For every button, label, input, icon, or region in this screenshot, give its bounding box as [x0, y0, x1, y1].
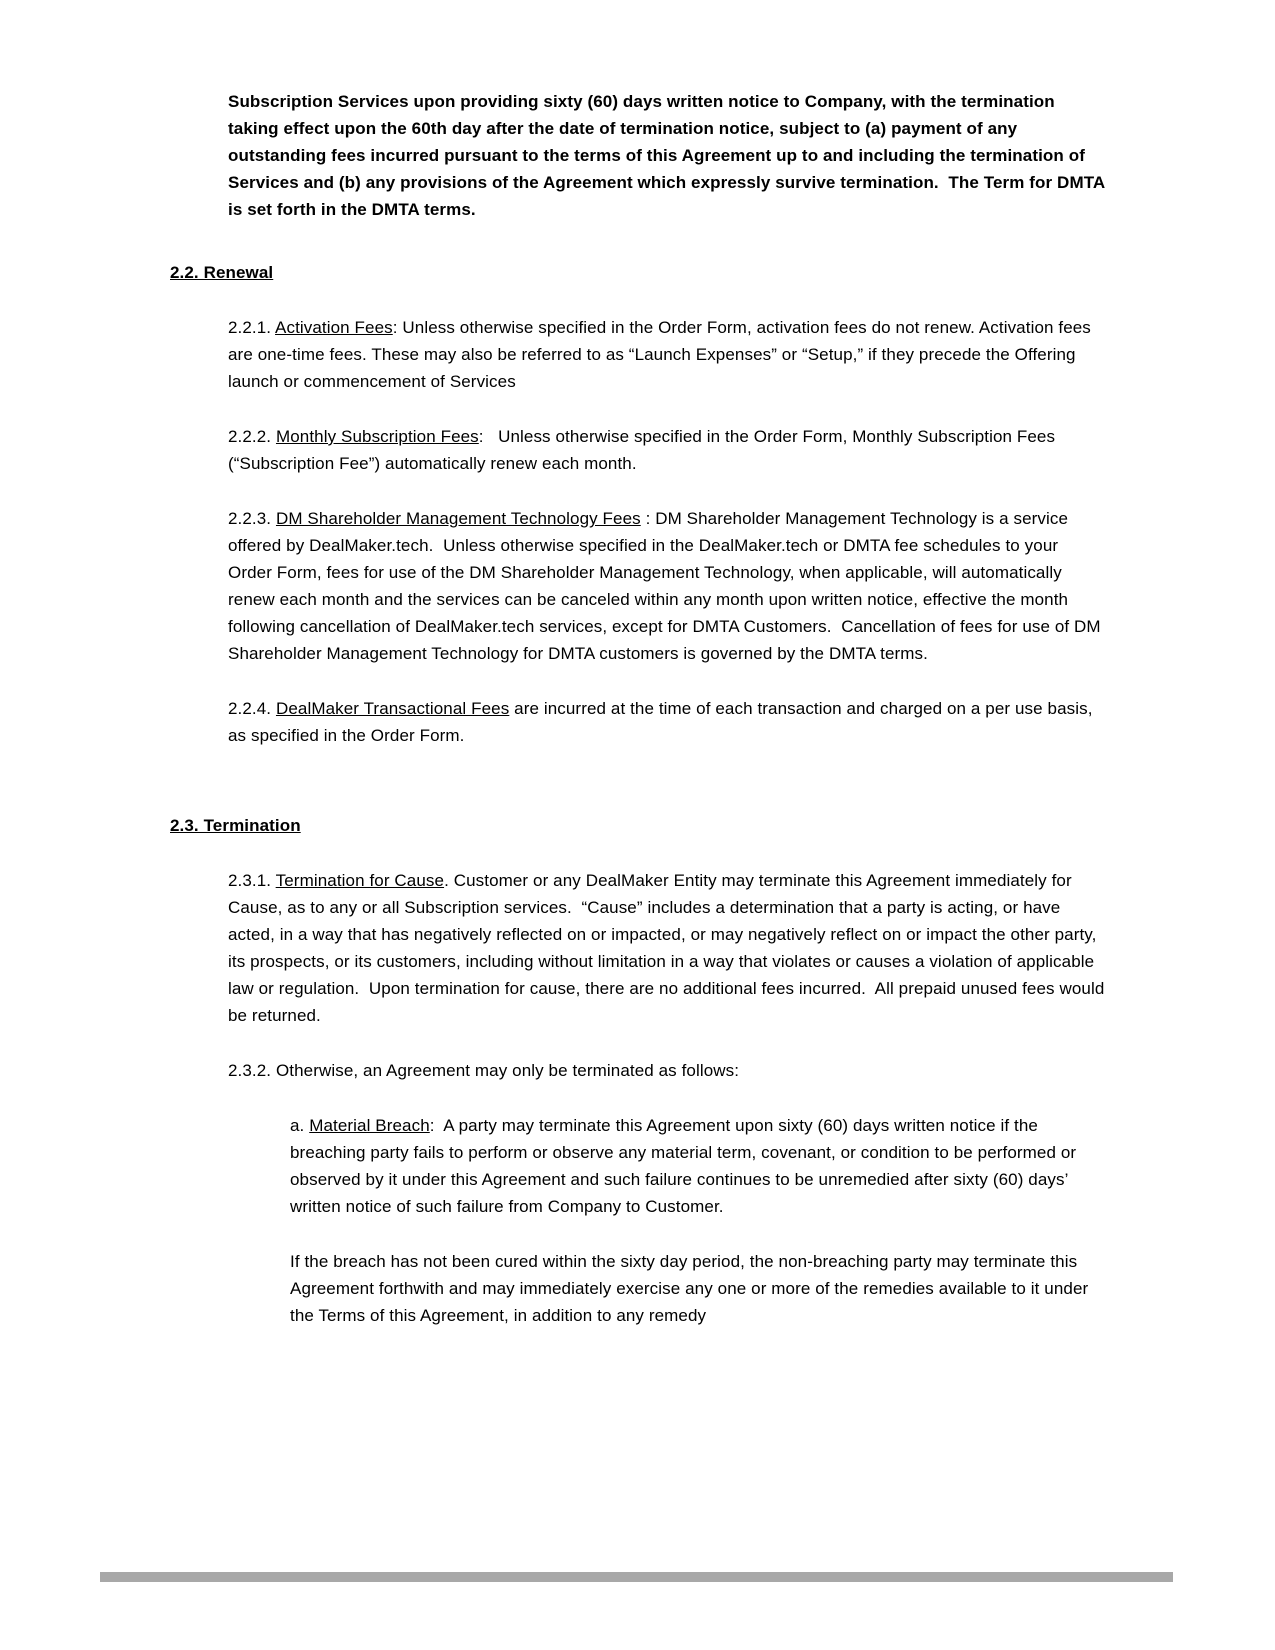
underlined-term: Material Breach: [309, 1116, 430, 1135]
paragraph: [228, 695, 1105, 749]
text-run: If the breach has not been cured within the sixty day period, the non-breaching party may terminate this Agreement forthwith and may immediately exercise any one or more of the remedies available to it under the Terms of this Agreement, in addition to any remedy: [290, 1252, 1094, 1325]
underlined-term: Termination for Cause: [275, 871, 445, 890]
text-run: 2.2.2.: [228, 427, 276, 446]
text-run: Subscription Services upon providing sixty (60) days written notice to Company, with the termination taking effect upon the 60th day after the date of termination notice, subject to (a) payment of any outstanding fees incurred pursuant to the terms of this Agreement up to and including the termination of Services and (b) any provisions of the Agreement which expressly survive termination. The Term for DMTA is set forth in the DMTA terms.: [228, 92, 1110, 219]
underlined-term: Activation Fees: [275, 318, 393, 337]
text-run: : Unless otherwise specified in the Order Form, Monthly Subscription Fees (“Subscription Fee”) automatically renew each month.: [228, 427, 1060, 473]
underlined-term: DealMaker Transactional Fees: [275, 699, 510, 718]
text-run: : Unless otherwise specified in the Order Form, activation fees do not renew. Activation fees are one-time fees. These may also be referred to as “Launch Expenses” or “Setup,” if they precede the Offering launch or commencement of Services: [228, 318, 1096, 391]
footer-divider: [100, 1572, 1173, 1582]
text-run: a.: [290, 1116, 310, 1135]
text-run: 2.2.1.: [228, 318, 276, 337]
text-run: 2.3.2. Otherwise, an Agreement may only be terminated as follows:: [228, 1061, 740, 1080]
underlined-term: DM Shareholder Management Technology Fees: [275, 509, 641, 528]
text-run: 2.2.4.: [228, 699, 276, 718]
text-run: : DM Shareholder Management Technology is a service offered by DealMaker.tech. Unless otherwise specified in the DealMaker.tech or DMTA fee schedules to your Order Form, fees for use of the DM Shareholder Management Technology, when applicable, will automatically renew each month and the services can be canceled within any month upon written notice, effective the month following cancellation of DealMaker.tech services, except for DMTA Customers. Cancellation of fees for use of DM Shareholder Management Technology for DMTA customers is governed by the DMTA terms.: [228, 509, 1106, 663]
paragraph: [228, 505, 1105, 667]
paragraph: [290, 1112, 1105, 1220]
underlined-term: 2.2. Renewal: [170, 263, 274, 282]
paragraph: [228, 1057, 1105, 1084]
section-heading: [170, 259, 1105, 286]
underlined-term: 2.3. Termination: [170, 816, 301, 835]
text-run: 2.3.1.: [228, 871, 276, 890]
text-run: 2.2.3.: [228, 509, 276, 528]
section-heading: [170, 812, 1105, 839]
paragraph: [228, 88, 1110, 223]
underlined-term: Monthly Subscription Fees: [275, 427, 479, 446]
text-run: are incurred at the time of each transaction and charged on a per use basis, as specified in the Order Form.: [228, 699, 1098, 745]
paragraph: [290, 1248, 1105, 1329]
text-run: . Customer or any DealMaker Entity may terminate this Agreement immediately for Cause, as to any or all Subscription services. “Cause” includes a determination that a party is acting, or have acted, in a way that has negatively reflected on or impacted, or may negatively reflect on or impact the other party, its prospects, or its customers, including without limitation in a way that violates or causes a violation of applicable law or regulation. Upon termination for cause, there are no additional fees incurred. All prepaid unused fees would be returned.: [228, 871, 1110, 1025]
paragraph: [228, 867, 1110, 1029]
text-run: : A party may terminate this Agreement upon sixty (60) days written notice if the breaching party fails to perform or observe any material term, covenant, or condition to be performed or observed by it under this Agreement and such failure continues to be unremedied after sixty (60) days’ written notice of such failure from Company to Customer.: [290, 1116, 1081, 1216]
paragraph: [228, 314, 1105, 395]
paragraph: [228, 423, 1105, 477]
